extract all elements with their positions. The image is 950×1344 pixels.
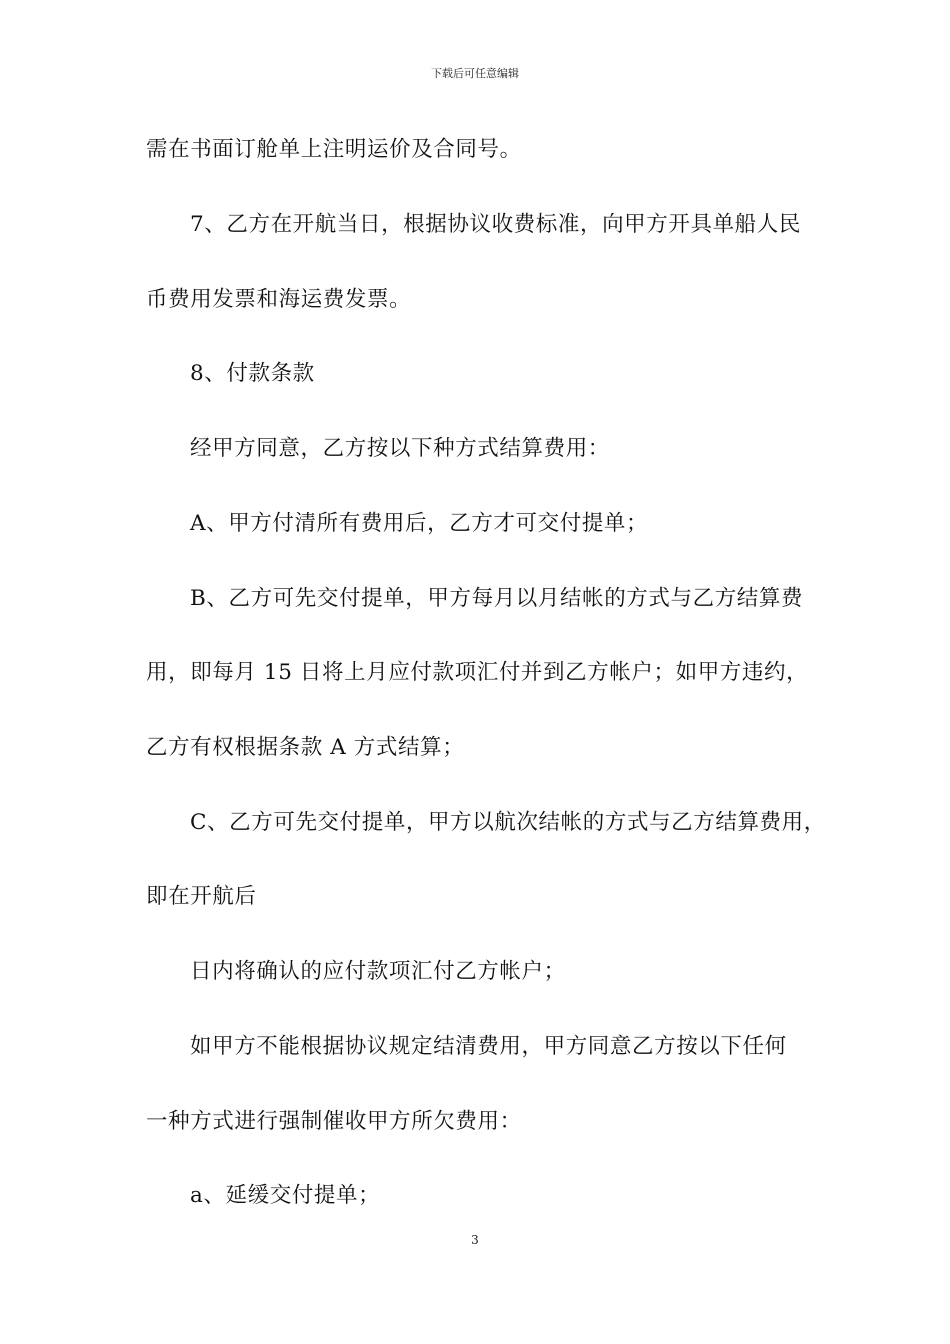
text-line-9: 乙方有权根据条款 A 方式结算； xyxy=(146,735,465,760)
text-line-3: 币费用发票和海运费发票。 xyxy=(146,287,412,312)
page-number: 3 xyxy=(471,1233,479,1247)
text-line-4: 8、付款条款 xyxy=(190,361,315,386)
text-line-13: 如甲方不能根据协议规定结清费用，甲方同意乙方按以下任何 xyxy=(190,1034,787,1059)
text-line-11: 即在开航后 xyxy=(146,884,257,909)
text-line-5: 经甲方同意，乙方按以下种方式结算费用： xyxy=(190,436,610,461)
text-line-14: 一种方式进行强制催收甲方所欠费用： xyxy=(146,1109,522,1134)
page-header: 下载后可任意编辑 xyxy=(431,67,519,80)
text-line-15: a、延缓交付提单； xyxy=(190,1183,381,1208)
text-line-12: 日内将确认的应付款项汇付乙方帐户； xyxy=(190,959,566,984)
text-line-7: B、乙方可先交付提单，甲方每月以月结帐的方式与乙方结算费 xyxy=(190,586,804,611)
text-line-8: 用，即每月 15 日将上月应付款项汇付并到乙方帐户；如甲方违约， xyxy=(146,660,809,685)
text-line-10: C、乙方可先交付提单，甲方以航次结帐的方式与乙方结算费用， xyxy=(190,810,826,835)
text-line-2: 7、乙方在开航当日，根据协议收费标准，向甲方开具单船人民 xyxy=(190,212,801,237)
text-line-1: 需在书面订舱单上注明运价及合同号。 xyxy=(146,137,522,162)
text-line-6: A、甲方付清所有费用后，乙方才可交付提单； xyxy=(190,511,649,536)
